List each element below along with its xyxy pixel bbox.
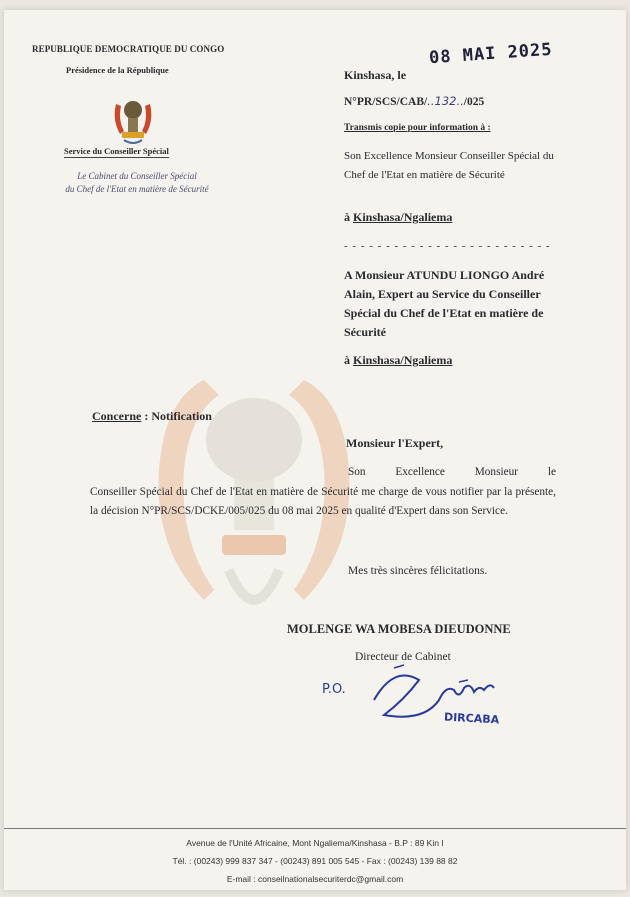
location-prefix: à: [344, 353, 350, 367]
reference-handwritten-number: ..132..: [427, 94, 464, 108]
signer-title: Directeur de Cabinet: [355, 651, 451, 663]
date-stamp: 08 MAI 2025: [428, 39, 554, 69]
body-text: Conseiller Spécial du Chef de l'Etat en matière de Sécurité me charge de vous notifier par la présente, la décision N°PR/SCS/DCKE/005/025 du 08 mai 2025 en qualité d'Expert dans son Service.: [90, 485, 556, 517]
subject-line: [92, 409, 212, 424]
dateline-place: Kinshasa, le: [344, 68, 407, 82]
addressee-block: A Monsieur ATUNDU LIONGO André Alain, Expert au Service du Conseiller Spécial du Chef de l'Etat en matière de Sécurité: [344, 268, 545, 339]
service-heading: Service du Conseiller Spécial: [64, 146, 169, 156]
addressee-location: [344, 353, 452, 368]
stamp-line-2: du Chef de l'Etat en matière de Sécurité: [65, 184, 209, 194]
national-emblem-icon: [110, 94, 156, 146]
location-name: Kinshasa/Ngaliema: [353, 210, 453, 224]
reference-prefix: N°PR/SCS/CAB/: [344, 96, 428, 108]
footer-divider: [4, 828, 626, 829]
signature-initials: DIRCABA: [443, 710, 500, 727]
closing-line: Mes très sincères félicitations.: [348, 565, 488, 577]
per-order-mark: P.O.: [322, 682, 346, 697]
letter-body: [90, 463, 556, 522]
reference-number: [344, 94, 484, 108]
location-prefix: à: [344, 210, 350, 224]
signer-name: MOLENGE WA MOBESA DIEUDONNE: [287, 622, 511, 636]
transmission-label: Transmis copie pour information à :: [344, 123, 491, 133]
stamp-line-1: Le Cabinet du Conseiller Spécial: [77, 171, 197, 181]
presidency-heading: Présidence de la République: [66, 65, 169, 75]
republic-heading: REPUBLIQUE DEMOCRATIQUE DU CONGO: [32, 44, 225, 54]
footer-email: E-mail : conseilnationalsecuriterdc@gmail.com: [226, 874, 404, 884]
copy-recipient: Son Excellence Monsieur Conseiller Spécial du Chef de l'Etat en matière de Sécurité: [344, 150, 554, 181]
separator-line: - - - - - - - - - - - - - - - - - - - - - - - - -: [344, 240, 551, 252]
location-name: Kinshasa/Ngaliema: [353, 353, 453, 367]
copy-recipient-location: [344, 210, 452, 225]
reference-suffix: /025: [463, 96, 485, 108]
subject-label: Concerne: [92, 409, 142, 423]
salutation: Monsieur l'Expert,: [346, 436, 444, 450]
subject-value: : Notification: [141, 409, 212, 423]
body-line-start: Son Excellence Monsieur le: [348, 466, 556, 478]
letter-page: [4, 10, 626, 890]
cabinet-stamp: [42, 170, 232, 196]
footer-address: Avenue de l'Unité Africaine, Mont Ngaliema/Kinshasa - B.P : 89 Kin I: [186, 838, 444, 848]
footer-phones: Tél. : (00243) 999 837 347 - (00243) 891 005 545 - Fax : (00243) 139 88 82: [172, 856, 458, 866]
